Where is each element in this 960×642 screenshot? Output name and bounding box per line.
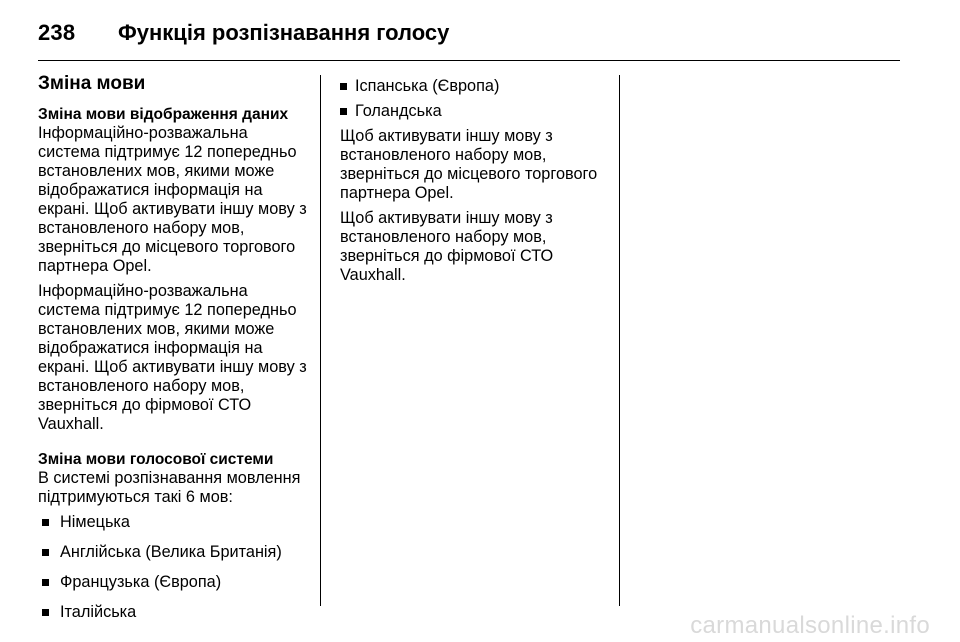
bullet-icon [42,519,49,526]
paragraph: Інформаційно-розважальна система підтримує 12 попередньо встановлених мов, якими може відображатися інформація на екрані. Щоб активувати іншу мову з встановленого набору мов, зверніться до місцевого торгового партнера Opel. [38,124,307,275]
paragraph: В системі розпізнавання мовлення підтримуються такі 6 мов: [38,469,301,506]
subsection-title: Зміна мови відображення даних [38,106,289,123]
header-rule [38,60,900,61]
left-column [38,72,313,633]
column-divider [320,75,321,606]
bullet-icon [340,83,347,90]
section-title: Зміна мови [38,73,146,94]
list-item: Голандська [340,102,610,121]
list-item: Німецька [38,513,313,532]
language-list [38,513,313,622]
page-number: 238 [38,20,76,45]
bullet-icon [42,609,49,616]
bullet-icon [42,579,49,586]
list-item: Італійська [38,603,313,622]
chapter-title: Функція розпізнавання голосу [118,20,450,45]
page-header [38,14,900,60]
language-list [340,77,610,121]
paragraph: Інформаційно-розважальна система підтримує 12 попередньо встановлених мов, якими може відображатися інформація на екрані. Щоб активувати іншу мову з встановленого набору мов, зверніться до фірмової СТО Vauxhall. [38,282,307,433]
right-column [340,77,610,291]
subsection-title: Зміна мови голосової системи [38,451,274,468]
bullet-icon [340,108,347,115]
bullet-icon [42,549,49,556]
list-item: Англійська (Велика Британія) [38,543,313,562]
column-divider [619,75,620,606]
watermark: carmanualsonline.info [690,612,930,639]
list-item: Французька (Європа) [38,573,313,592]
paragraph: Щоб активувати іншу мову з встановленого набору мов, зверніться до місцевого торгового партнера Opel. [340,127,598,202]
paragraph: Щоб активувати іншу мову з встановленого набору мов, зверніться до фірмової СТО Vauxhall. [340,209,554,284]
list-item: Іспанська (Європа) [340,77,610,96]
